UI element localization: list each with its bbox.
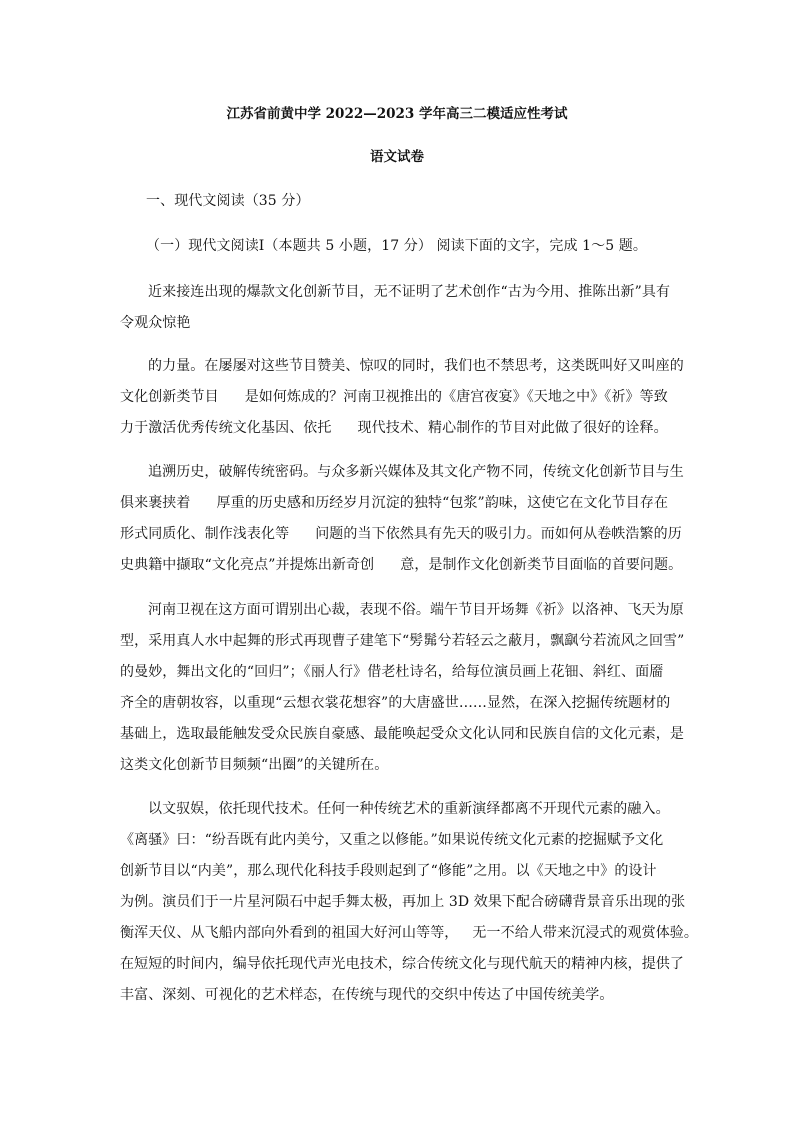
paragraph-line: 的力量。在屡屡对这些节目赞美、惊叹的同时，我们也不禁思考，这类既叫好又叫座的	[148, 358, 684, 374]
paragraph-line: 《离骚》曰：“纷吾既有此内美兮，又重之以修能。”如果说传统文化元素的挖掘赋予文化	[120, 832, 664, 848]
paragraph-line: 齐全的唐朝妆容，以重现“云想衣裳花想容”的大唐盛世……显然，在深入挖掘传统题材的	[120, 695, 671, 711]
paragraph-line: 这类文化创新节目频频“出圈”的关键所在。	[120, 757, 389, 773]
paragraph-line: 衡浑天仪、从飞船内部向外看到的祖国大好河山等等， 无一不给人带来沉浸式的观赏体验。	[120, 925, 699, 941]
subsection-heading: （一）现代文阅读Ⅰ（本题共 5 小题，17 分） 阅读下面的文字，完成 1～5 题。	[146, 238, 647, 254]
paragraph-line: 力于激活优秀传统文化基因、依托 现代技术、精心制作的节目对此做了很好的诠释。	[120, 420, 668, 436]
paragraph-line: 为例。演员们于一片星河陨石中起手舞太极，再加上 3D 效果下配合磅礴背景音乐出现的张	[120, 894, 686, 910]
paragraph-line: 基础上，选取最能触发受众民族自豪感、最能唤起受众文化认同和民族自信的文化元素，是	[120, 726, 684, 742]
paragraph-line: 俱来裹挟着 厚重的历史感和历经岁月沉淀的独特“包浆”韵味，这使它在文化节目存在	[120, 495, 669, 511]
paragraph-line: 形式同质化、制作浅表化等 问题的当下依然具有先天的吸引力。而如何从卷帙浩繁的历	[120, 526, 682, 542]
paragraph-line: 令观众惊艳	[120, 315, 191, 331]
exam-subtitle: 语文试卷	[370, 149, 424, 165]
paragraph-line: 追溯历史，破解传统密码。与众多新兴媒体及其文化产物不同，传统文化创新节目与生	[148, 464, 684, 480]
paragraph-line: 型，采用真人水中起舞的形式再现曹子建笔下“髣髴兮若轻云之蔽月，飘飖兮若流风之回雪”	[120, 633, 685, 649]
paragraph-line: 近来接连出现的爆款文化创新节目，无不证明了艺术创作“古为今用、推陈出新”具有	[148, 284, 671, 300]
section-heading: 一、现代文阅读（35 分）	[146, 193, 310, 209]
paragraph-line: 创新节目以“内美”，那么现代化科技手段则起到了“修能”之用。以《天地之中》的设计	[120, 863, 657, 879]
paragraph-line: 以文驭娱，依托现代技术。任何一种传统艺术的重新演绎都离不开现代元素的融入。	[148, 801, 670, 817]
paragraph-line: 史典籍中撷取“文化亮点”并提炼出新奇创 意，是制作文化创新类节目面临的首要问题。	[120, 557, 683, 573]
paragraph-line: 丰富、深刻、可视化的艺术样态，在传统与现代的交织中传达了中国传统美学。	[120, 987, 614, 1003]
paragraph-line: 文化创新类节目 是如何炼成的？河南卫视推出的《唐宫夜宴》《天地之中》《祈》等致	[120, 389, 668, 405]
paragraph-line: 河南卫视在这方面可谓别出心裁，表现不俗。端午节目开场舞《祈》以洛神、飞天为原	[148, 602, 684, 618]
exam-title: 江苏省前黄中学 2022—2023 学年高三二模适应性考试	[226, 106, 568, 122]
paragraph-line: 的曼妙，舞出文化的“回归”；《丽人行》借老杜诗名，给每位演员画上花钿、斜红、面靥	[120, 664, 664, 680]
paragraph-line: 在短短的时间内，编导依托现代声光电技术，综合传统文化与现代航天的精神内核，提供了	[120, 956, 684, 972]
